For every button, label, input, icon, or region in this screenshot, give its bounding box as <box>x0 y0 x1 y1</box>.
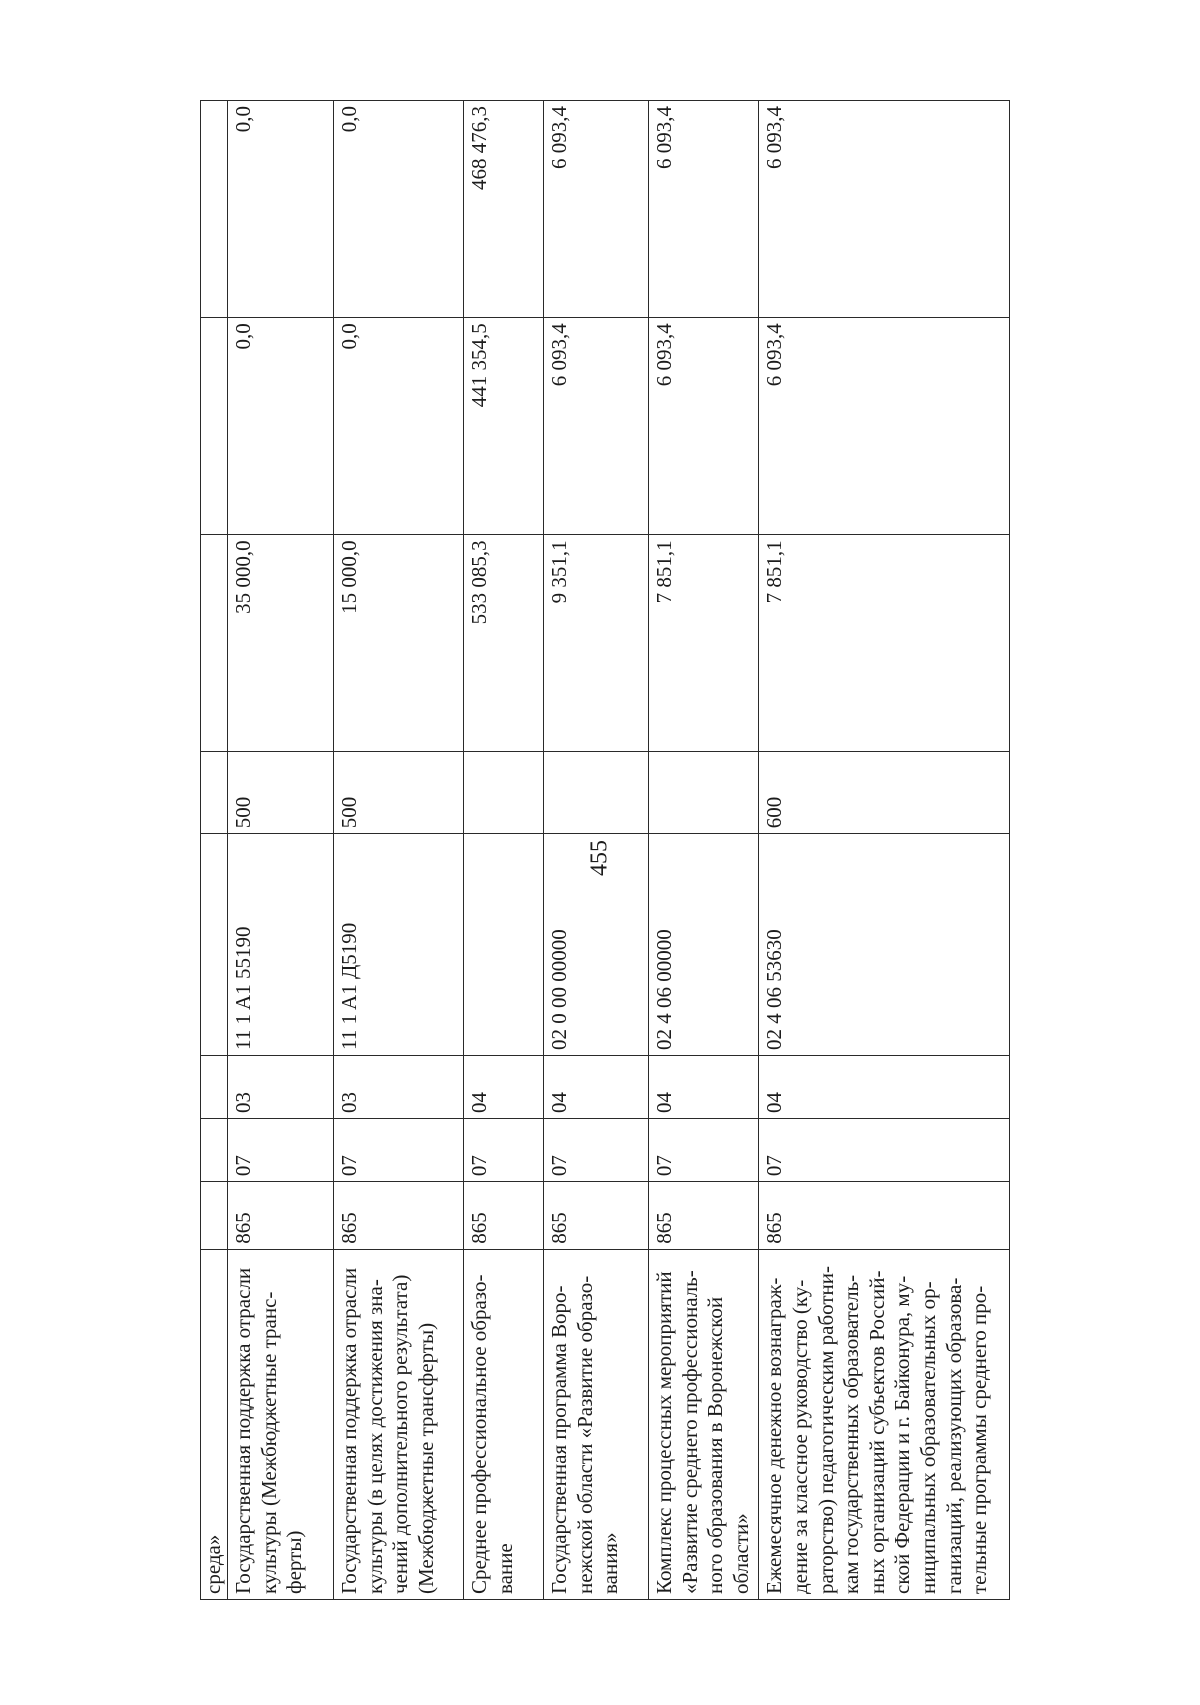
row-amount-2: 441 354,5 <box>464 318 544 535</box>
row-vr: 500 <box>228 752 334 834</box>
table-cell <box>201 535 228 752</box>
row-grbs: 865 <box>649 1182 759 1250</box>
row-amount-2: 0,0 <box>228 318 334 535</box>
row-name: Среднее профессиональное образо-вание <box>464 1249 544 1599</box>
row-grbs: 865 <box>464 1182 544 1250</box>
table-row <box>544 101 649 1600</box>
row-rz: 07 <box>228 1119 334 1182</box>
row-amount-1: 15 000,0 <box>334 535 464 752</box>
row-vr: 600 <box>759 752 1010 834</box>
row-pr: 04 <box>649 1056 759 1119</box>
row-pr: 03 <box>228 1056 334 1119</box>
row-pr: 04 <box>544 1056 649 1119</box>
table-row <box>228 101 334 1600</box>
row-amount-1: 7 851,1 <box>649 535 759 752</box>
row-rz: 07 <box>544 1119 649 1182</box>
row-csr: 02 0 00 00000 <box>544 834 649 1056</box>
row-vr: 500 <box>334 752 464 834</box>
table-cell <box>201 318 228 535</box>
row-grbs: 865 <box>228 1182 334 1250</box>
row-grbs: 865 <box>759 1182 1010 1250</box>
table-cell <box>201 1182 228 1250</box>
table-cell <box>201 101 228 318</box>
row-vr <box>464 752 544 834</box>
row-amount-3: 6 093,4 <box>759 101 1010 318</box>
row-vr <box>544 752 649 834</box>
table-cell <box>201 1056 228 1119</box>
continuation-cell: среда» <box>201 1249 228 1599</box>
row-amount-1: 9 351,1 <box>544 535 649 752</box>
row-pr: 03 <box>334 1056 464 1119</box>
row-rz: 07 <box>334 1119 464 1182</box>
row-rz: 07 <box>464 1119 544 1182</box>
row-name: Государственная поддержка отрасли культуры (в целях достижения зна-чений дополнительного результата) (Межбюджетные трансферты) <box>334 1249 464 1599</box>
table-row-continuation <box>201 101 228 1600</box>
table-row <box>334 101 464 1600</box>
row-amount-1: 35 000,0 <box>228 535 334 752</box>
row-csr: 11 1 A1 55190 <box>228 834 334 1056</box>
row-amount-1: 7 851,1 <box>759 535 1010 752</box>
row-pr: 04 <box>759 1056 1010 1119</box>
row-amount-3: 0,0 <box>334 101 464 318</box>
row-rz: 07 <box>759 1119 1010 1182</box>
budget-table <box>200 100 1010 1600</box>
row-amount-2: 6 093,4 <box>759 318 1010 535</box>
table-cell <box>201 834 228 1056</box>
row-name: Государственная поддержка отрасли культуры (Межбюджетные транс-ферты) <box>228 1249 334 1599</box>
row-name: Ежемесячное денежное вознаграж-дение за классное руководство (ку-раторство) педагогическим работни-кам государственных образователь-ных организаций субъектов Россий-ской Федерации и г. Байконура, му-ниципальных образовательных ор-ганизаций, реализующих образова-тельные программы среднего про- <box>759 1249 1010 1599</box>
row-amount-1: 533 085,3 <box>464 535 544 752</box>
row-amount-3: 468 476,3 <box>464 101 544 318</box>
row-amount-3: 6 093,4 <box>544 101 649 318</box>
row-grbs: 865 <box>334 1182 464 1250</box>
row-amount-2: 0,0 <box>334 318 464 535</box>
row-amount-2: 6 093,4 <box>544 318 649 535</box>
table-row <box>649 101 759 1600</box>
row-amount-3: 0,0 <box>228 101 334 318</box>
table-cell <box>201 1119 228 1182</box>
page-number: 455 <box>586 840 613 876</box>
row-vr <box>649 752 759 834</box>
row-csr: 02 4 06 00000 <box>649 834 759 1056</box>
row-csr <box>464 834 544 1056</box>
table-row <box>464 101 544 1600</box>
table-row <box>759 101 1010 1600</box>
row-csr: 02 4 06 53630 <box>759 834 1010 1056</box>
rotated-table-container <box>200 100 1100 1600</box>
row-grbs: 865 <box>544 1182 649 1250</box>
row-name: Государственная программа Воро-нежской области «Развитие образо-вания» <box>544 1249 649 1599</box>
row-csr: 11 1 A1 Д5190 <box>334 834 464 1056</box>
row-amount-2: 6 093,4 <box>649 318 759 535</box>
row-name: Комплекс процессных мероприятий «Развитие среднего профессиональ-ного образования в Воронежской области» <box>649 1249 759 1599</box>
row-pr: 04 <box>464 1056 544 1119</box>
table-cell <box>201 752 228 834</box>
row-rz: 07 <box>649 1119 759 1182</box>
row-amount-3: 6 093,4 <box>649 101 759 318</box>
